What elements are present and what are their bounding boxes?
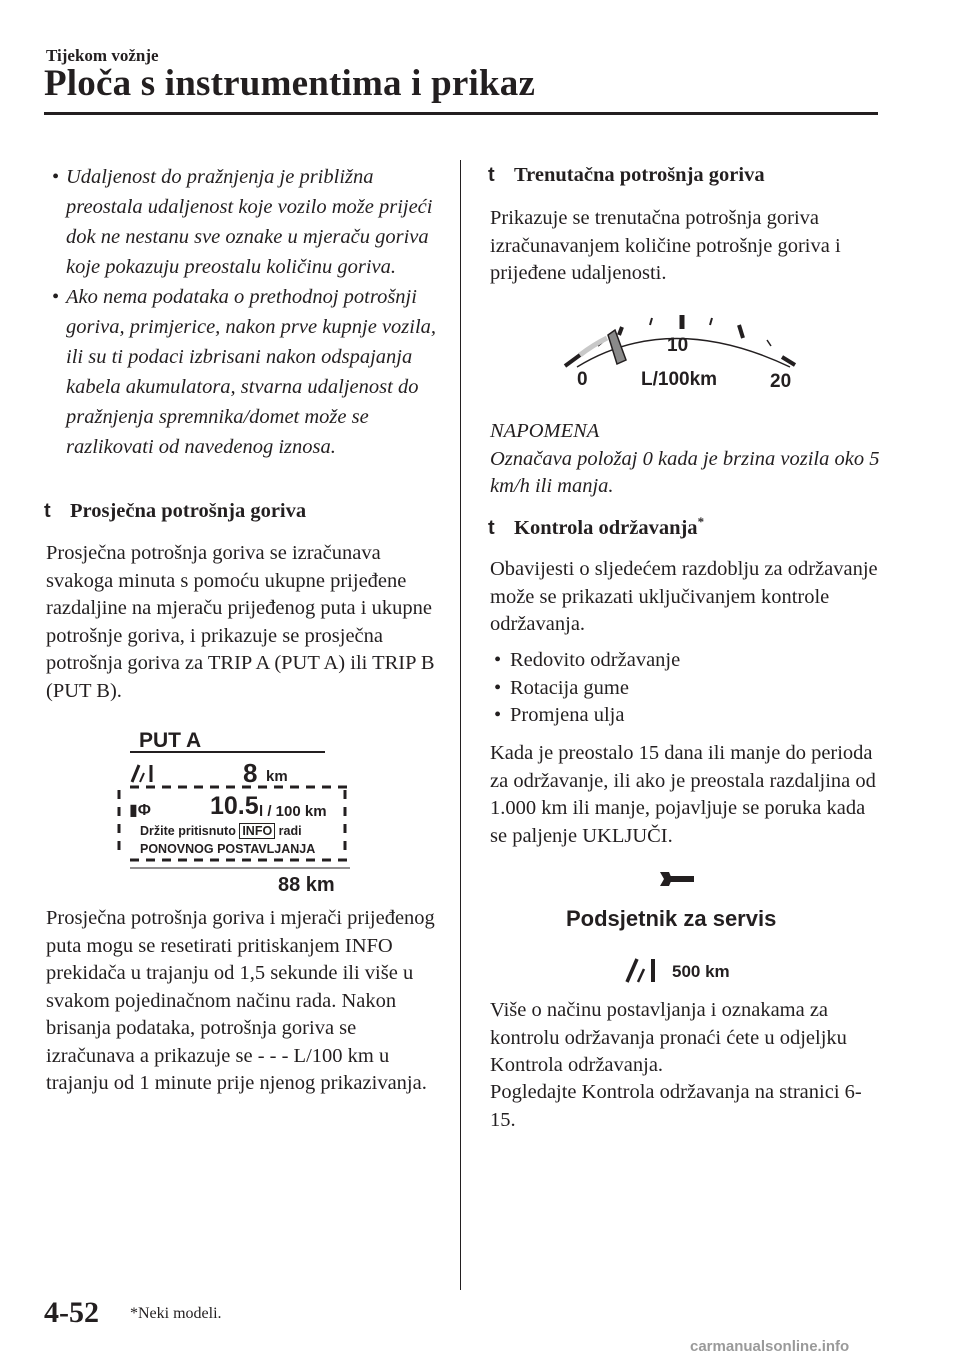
current-consumption-text: Prikazuje se trenutačna potrošnja goriva izračunavanjem količine potrošnje goriva i prijeđene udaljenosti.: [490, 207, 841, 284]
note-block: [490, 418, 890, 501]
reset-hint: PONOVNOG POSTAVLJANJA: [140, 842, 316, 856]
page-reference-link[interactable]: Pogledajte Kontrola održavanja na stranici 6-15.: [490, 1081, 862, 1131]
section-marker-icon: t: [488, 516, 495, 539]
list-item: • Redovito održavanje: [494, 649, 681, 671]
fuel-range-notes: [48, 162, 448, 462]
maintenance-text: Obavijesti o sljedećem razdoblju za održavanje može se prikazati uključivanjem kontrole održavanja.: [490, 558, 878, 635]
avg-fuel-icon: ▮Φ: [129, 802, 151, 819]
avg-unit: l / 100 km: [259, 803, 327, 820]
list-item: • Rotacija gume: [494, 676, 629, 699]
range-value: 8: [243, 758, 258, 788]
range-unit: km: [266, 768, 288, 785]
info-button-label: INFO: [239, 823, 275, 839]
gauge-min-label: 0: [577, 369, 588, 390]
avg-consumption-heading: t Prosječna potrošnja goriva: [44, 500, 307, 522]
trip-display-figure: [110, 722, 370, 900]
service-distance: 500 km: [672, 962, 730, 981]
odometer-value: 88 km: [278, 874, 335, 896]
fuel-range-icon: [130, 762, 154, 789]
current-consumption-heading: t Trenutačna potrošnja goriva: [488, 164, 765, 186]
section-label: Tijekom vožnje: [46, 46, 159, 65]
watermark: carmanualsonline.info: [690, 1338, 850, 1355]
maintenance-heading: t Kontrola održavanja*: [488, 514, 705, 539]
note-text: Označava položaj 0 kada je brzina vozila oko 5 km/h ili manja.: [490, 447, 880, 497]
reset-text: Prosječna potrošnja goriva i mjerači prijeđenog puta mogu se resetirati pritiskanjem INFO prekidača u trajanju od 1,5 sekunde ili više u svakom pojedinačnom načinu rada. Nakon brisanja podataka, potrošnja goriva se izračunava a prikazuje se - - - L/100 km u trajanju od 1 minute prije njenog prikazivanja.: [46, 907, 435, 1094]
note-item: • Ako nema podataka o prethodnoj potrošnji goriva, primjerice, nakon prve kupnje vozila, ili su ti podaci izbrisani nakon odspajanja kabela akumulatora, stvarna udaljenost do pražnjenja spremnika/domet može se razlikovati od navedenog iznosa.: [52, 286, 437, 458]
section-marker-icon: t: [488, 164, 495, 186]
avg-consumption-text: Prosječna potrošnja goriva se izračunava svakoga minuta s pomoću ukupne prijeđene razdaljine na mjeraču prijeđenog puta i ukupne potrošnje goriva, i prikazuje se prosječna potrošnja goriva za TRIP A (PUT A) ili TRIP B (PUT B).: [46, 542, 435, 702]
model-asterisk: *: [697, 514, 705, 529]
maintenance-text-2: Kada je preostalo 15 dana ili manje do perioda za održavanje, ili ako je preostala razdaljina od 1.000 km ili manje, pojavljuje se poruka kada se paljenje UKLJUČI.: [490, 742, 876, 847]
footnote: *Neki modeli.: [130, 1305, 222, 1322]
service-reminder-title: Podsjetnik za servis: [566, 906, 777, 931]
section-marker-icon: t: [44, 500, 51, 522]
trip-label: PUT A: [139, 729, 202, 752]
gauge-max-label: 20: [770, 371, 792, 392]
maintenance-list: [492, 647, 872, 730]
page-title: Ploča s instrumentima i prikaz: [44, 63, 536, 104]
fuel-range-icon: [625, 956, 657, 989]
gauge-mid-label: 10: [667, 335, 689, 356]
gauge-unit: L/100km: [641, 369, 718, 390]
column-divider: [460, 160, 461, 1290]
hold-hint: Držite pritisnuto INFO radi: [140, 824, 302, 838]
wrench-icon: [660, 870, 696, 893]
avg-value: 10.5: [210, 792, 259, 820]
header-rule: [44, 112, 878, 115]
note-title: NAPOMENA: [490, 420, 600, 442]
consumption-gauge: [555, 305, 815, 400]
page-number: 4-52: [44, 1296, 99, 1329]
note-item: • Udaljenost do pražnjenja je približna preostala udaljenost koje vozilo može prijeći dok ne nestanu sve oznake u mjeraču goriva koje pokazuju preostalu količinu goriva.: [52, 166, 433, 278]
more-info-text: Više o načinu postavljanja i oznakama za kontrolu održavanja pronaći ćete u odjeljku Kontrola održavanja.: [490, 999, 847, 1076]
list-item: • Promjena ulja: [494, 704, 625, 726]
